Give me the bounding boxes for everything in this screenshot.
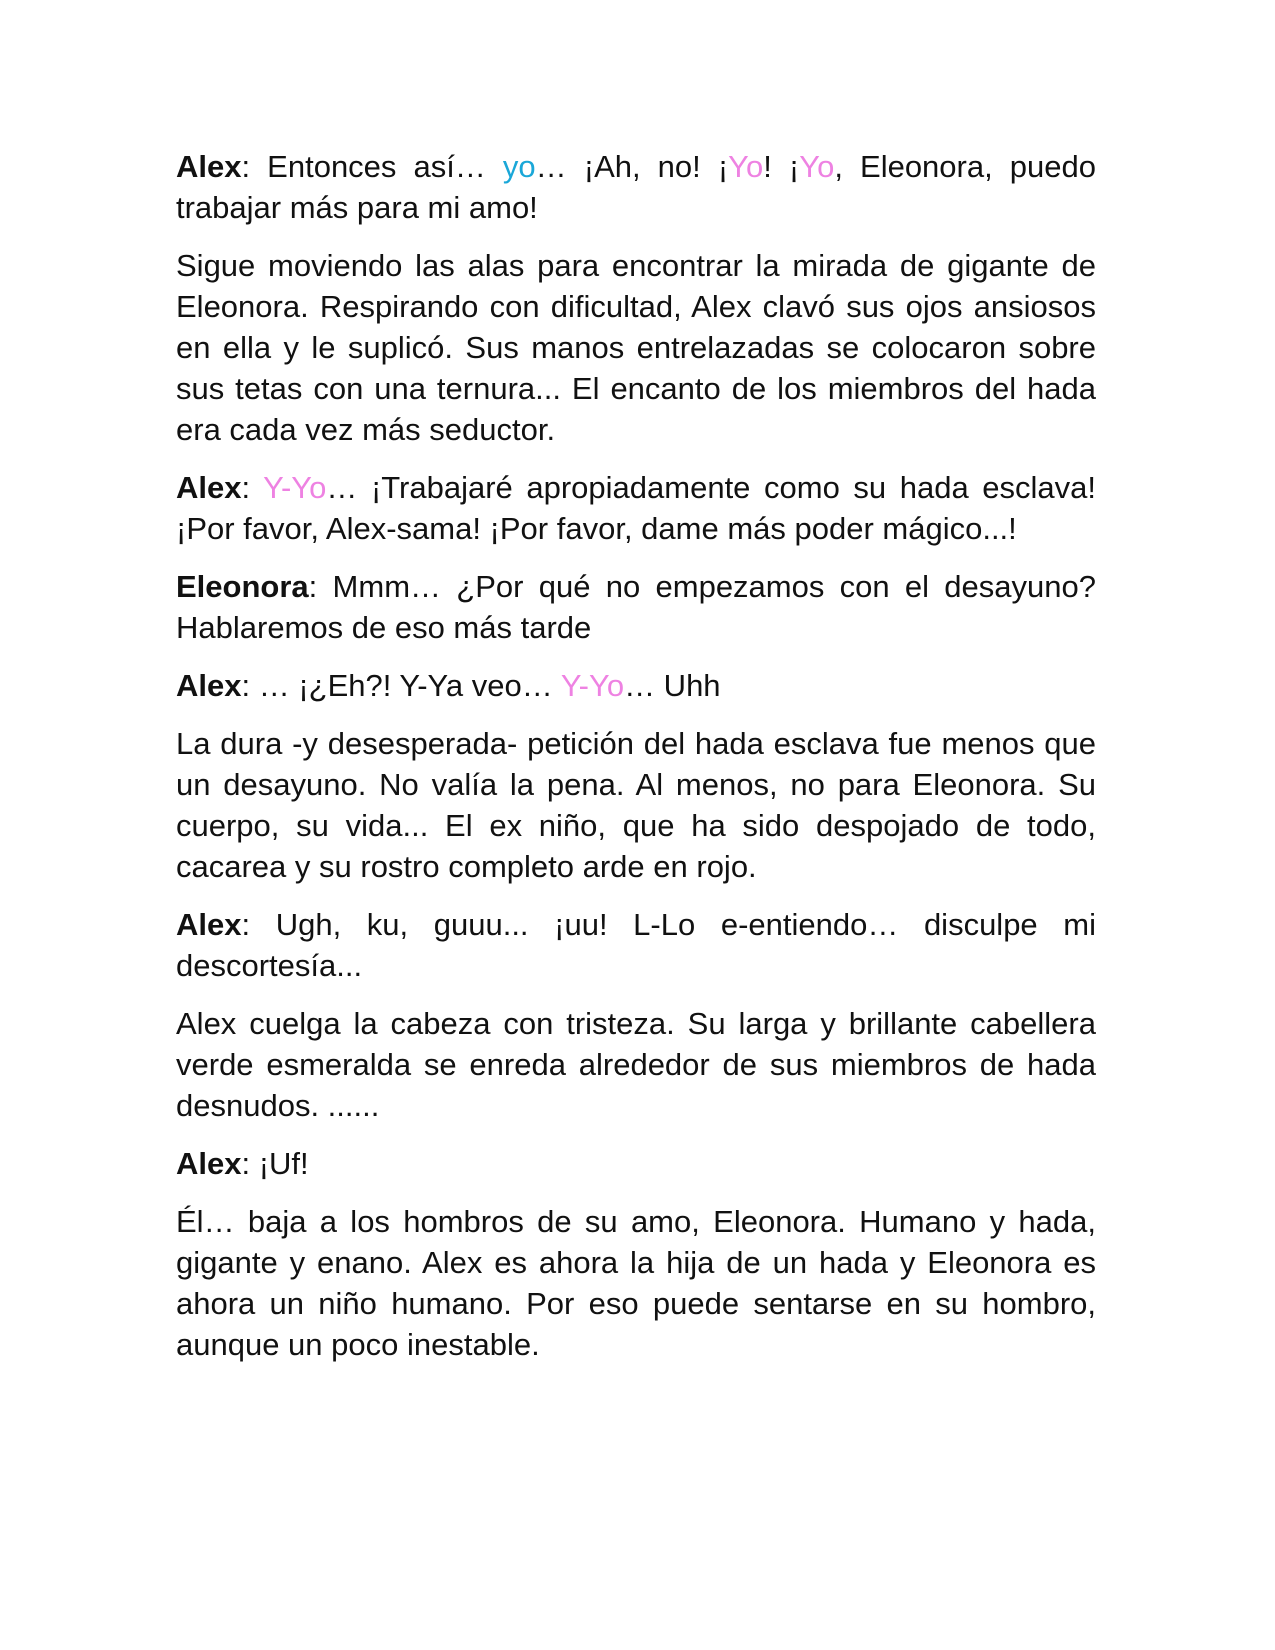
text-segment: : Ugh, ku, guuu... ¡uu! L-Lo e-entiendo… disculpe mi descortesía... bbox=[176, 907, 1096, 983]
speaker-name: Alex bbox=[176, 668, 242, 703]
text-segment: … Uhh bbox=[624, 668, 721, 703]
text-segment: : bbox=[241, 470, 264, 505]
text-segment: Alex cuelga la cabeza con tristeza. Su larga y brillante cabellera verde esmeralda se enreda alrededor de sus miembros de hada desnudos. ...... bbox=[176, 1006, 1096, 1123]
text-segment: La dura -y desesperada- petición del hada esclava fue menos que un desayuno. No valía la pena. Al menos, no para Eleonora. Su cuerpo, su vida... El ex niño, que ha sido despojado de todo, cacarea y su rostro completo arde en rojo. bbox=[176, 726, 1096, 884]
speaker-name: Eleonora bbox=[176, 569, 309, 604]
narration-paragraph bbox=[176, 723, 1096, 887]
narration-paragraph bbox=[176, 245, 1096, 450]
dialogue-paragraph bbox=[176, 1143, 1096, 1184]
dialogue-paragraph bbox=[176, 665, 1096, 706]
text-segment: , Eleonora, puedo trabajar más para mi amo! bbox=[176, 149, 1096, 225]
highlighted-text-segment: Y-Yo bbox=[560, 668, 625, 703]
dialogue-paragraph bbox=[176, 566, 1096, 648]
dialogue-paragraph bbox=[176, 146, 1096, 228]
document-page bbox=[176, 146, 1096, 1382]
text-segment: Sigue moviendo las alas para encontrar la mirada de gigante de Eleonora. Respirando con dificultad, Alex clavó sus ojos ansiosos en ella y le suplicó. Sus manos entrelazadas se colocaron sobre sus tetas con una ternura... El encanto de los miembros del hada era cada vez más seductor. bbox=[176, 248, 1096, 447]
text-segment: : Mmm… ¿Por qué no empezamos con el desayuno? Hablaremos de eso más tarde bbox=[176, 569, 1096, 645]
highlighted-text-segment: Yo bbox=[728, 149, 764, 184]
dialogue-paragraph bbox=[176, 467, 1096, 549]
speaker-name: Alex bbox=[176, 149, 242, 184]
text-segment: : Entonces así… bbox=[241, 149, 503, 184]
highlighted-text-segment: Y-Yo bbox=[263, 470, 327, 505]
highlighted-text-segment: Yo bbox=[799, 149, 835, 184]
highlighted-text-segment: yo bbox=[502, 149, 536, 184]
speaker-name: Alex bbox=[176, 1146, 242, 1181]
text-segment: … ¡Ah, no! ¡ bbox=[535, 149, 729, 184]
text-segment: ! ¡ bbox=[763, 149, 800, 184]
text-segment: : … ¡¿Eh?! Y-Ya veo… bbox=[241, 668, 561, 703]
text-segment: … ¡Trabajaré apropiadamente como su hada esclava! ¡Por favor, Alex-sama! ¡Por favor, dame más poder mágico...! bbox=[176, 470, 1096, 546]
dialogue-paragraph bbox=[176, 904, 1096, 986]
speaker-name: Alex bbox=[176, 470, 242, 505]
narration-paragraph bbox=[176, 1201, 1096, 1365]
text-segment: Él… baja a los hombros de su amo, Eleonora. Humano y hada, gigante y enano. Alex es ahora la hija de un hada y Eleonora es ahora un niño humano. Por eso puede sentarse en su hombro, aunque un poco inestable. bbox=[176, 1204, 1096, 1362]
speaker-name: Alex bbox=[176, 907, 242, 942]
narration-paragraph bbox=[176, 1003, 1096, 1126]
text-segment: : ¡Uf! bbox=[241, 1146, 309, 1181]
